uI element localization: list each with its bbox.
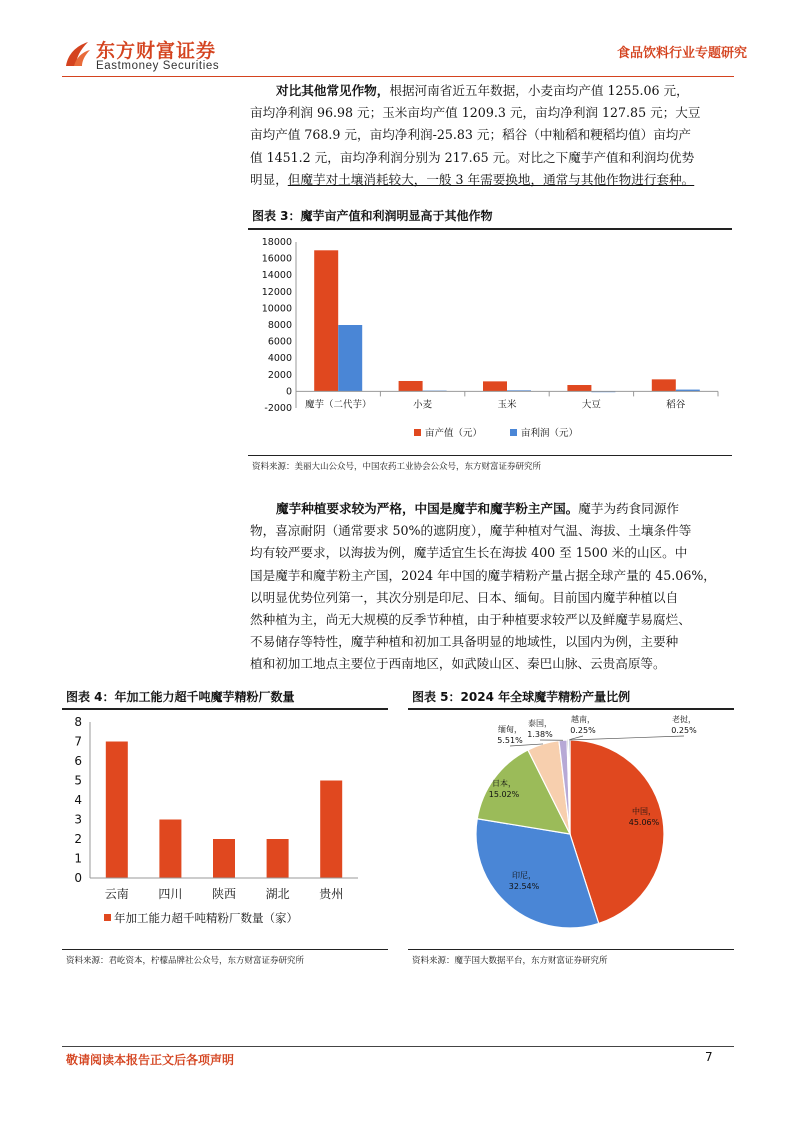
paragraph-line: 国是魔芋和魔芋粉主产国，2024 年中国的魔芋精粉产量占据全球产量的 45.06%， [250, 567, 716, 583]
slice-label-value: 0.25% [570, 726, 596, 735]
slice-label-value: 45.06% [628, 818, 660, 827]
x-tick-label: 四川 [158, 887, 183, 901]
paragraph-line: 根据河南省近五年数据，小麦亩均产值 1255.06 元， [389, 83, 689, 98]
bar-output [567, 385, 591, 391]
paragraph-crop-comparison [250, 80, 730, 191]
brand-name-en: Eastmoney Securities [96, 60, 220, 72]
x-tick-label: 小麦 [413, 399, 433, 411]
x-tick-label: 陕西 [211, 887, 237, 901]
bar-factory-count [106, 742, 128, 879]
slice-label-name: 老挝， [672, 715, 696, 724]
slice-label-name: 日本， [492, 779, 516, 788]
brand-logo [62, 34, 262, 76]
y-tick-label: 4000 [267, 353, 292, 365]
paragraph-line: 不易储存等特性，魔芋种植和初加工具备明显的地域性，以国内为例，主要种 [250, 634, 679, 650]
legend-label: 亩利润（元） [521, 428, 579, 439]
paragraph-lead: 对比其他常见作物， [276, 83, 390, 98]
slice-label-name: 印尼， [512, 871, 536, 880]
y-tick-label: 2000 [267, 369, 292, 381]
x-tick-label: 稻谷 [666, 399, 686, 411]
slice-label-name: 越南， [571, 715, 595, 724]
bar-factory-count [159, 820, 181, 879]
y-tick-label: 6 [74, 754, 82, 768]
legend-swatch [414, 429, 421, 436]
y-tick-label: 4 [74, 793, 82, 807]
leader-line [569, 736, 684, 740]
y-tick-label: 16000 [261, 253, 292, 265]
y-tick-label: 10000 [261, 303, 292, 315]
y-tick-label: 5 [74, 773, 82, 788]
bar-output [314, 250, 338, 391]
paragraph-konjac-planting [250, 498, 730, 676]
paragraph-line: 植和初加工地点主要位于西南地区，如武陵山区、秦巴山脉、云贵高原等。 [250, 656, 666, 672]
slice-label-value: 0.25% [671, 726, 697, 735]
paragraph-line: 以明显优势位列第一，其次分别是印尼、日本、缅甸。目前国内魔芋种植以自 [250, 589, 679, 605]
report-type: 食品饮料行业专题研究 [616, 46, 747, 61]
y-tick-label: 2 [74, 832, 82, 846]
x-tick-label: 贵州 [319, 887, 344, 901]
bar-profit [338, 325, 362, 391]
footer-disclaimer: 敬请阅读本报告正文后各项声明 [66, 1053, 235, 1067]
legend-label: 年加工能力超千吨精粉厂数量（家） [114, 911, 298, 925]
x-tick-label: 大豆 [581, 399, 601, 411]
y-tick-label: 0 [285, 386, 292, 398]
paragraph-line: 均有较严要求，以海拔为例，魔芋适宜生长在海拔 400 至 1500 米的山区。中 [250, 545, 688, 561]
y-tick-label: 18000 [261, 237, 292, 248]
fig4-bar-chart [62, 710, 388, 946]
slice-label-value: 5.51% [497, 736, 523, 745]
x-tick-label: 云南 [104, 887, 129, 901]
fig3-source: 资料来源：美丽大山公众号，中国农药工业协会公众号，东方财富证券研究所 [252, 462, 542, 472]
x-tick-label: 魔芋（二代芋） [304, 399, 372, 411]
slice-label-value: 15.02% [488, 790, 520, 799]
x-tick-label: 湖北 [265, 887, 290, 901]
bar-factory-count [267, 839, 289, 878]
slice-label-name: 中国， [632, 807, 656, 816]
legend-swatch [510, 429, 517, 436]
y-tick-label: -2000 [264, 403, 292, 414]
y-tick-label: 8000 [267, 320, 292, 331]
paragraph-lead: 魔芋种植要求较为严格，中国是魔芋和魔芋粉主产国。 [276, 501, 579, 516]
legend-swatch [104, 914, 111, 921]
paragraph-line: 物，喜凉耐阴（通常要求 50%的遮阴度），魔芋种植对气温、海拔、土壤条件等 [250, 523, 692, 539]
footer-rule [62, 1046, 734, 1047]
header-rule [62, 76, 734, 77]
paragraph-line: 亩均净利润 96.98 元；玉米亩均产值 1209.3 元，亩均净利润 127.85 元；大豆 [250, 105, 701, 121]
fig4-title: 图表 4：年加工能力超千吨魔芋精粉厂数量 [66, 690, 295, 704]
fig3-bottom-rule [248, 455, 732, 456]
slice-label-value: 1.38% [527, 730, 553, 739]
slice-label-value: 32.54% [508, 882, 540, 891]
page-number: 7 [705, 1050, 713, 1064]
slice-label-name: 泰国， [528, 719, 552, 728]
y-tick-label: 6000 [267, 336, 292, 348]
bar-output [399, 381, 423, 391]
legend-label: 亩产值（元） [425, 428, 483, 439]
fig3-bar-chart [248, 230, 732, 452]
bar-output [483, 381, 507, 391]
fig4-bottom-rule [62, 949, 388, 950]
fig3-title: 图表 3：魔芋亩产值和利润明显高于其他作物 [252, 209, 493, 223]
fig5-bottom-rule [408, 949, 734, 950]
y-tick-label: 12000 [261, 286, 292, 298]
paragraph-underlined: 但魔芋对土壤消耗较大，一般 3 年需要换地，通常与其他作物进行套种。 [287, 171, 695, 187]
bar-factory-count [213, 839, 235, 878]
y-tick-label: 8 [74, 715, 82, 729]
fig4-source: 资料来源：君屹资本，柠檬品牌社公众号，东方财富证券研究所 [66, 956, 305, 966]
y-tick-label: 3 [74, 812, 82, 827]
bar-output [652, 379, 676, 391]
fig5-source: 资料来源：魔芋国大数据平台，东方财富证券研究所 [412, 956, 608, 966]
paragraph-line: 然种植为主，尚无大规模的反季节种植，由于种植要求较严以及鲜魔芋易腐烂、 [250, 612, 691, 628]
y-tick-label: 14000 [261, 270, 292, 282]
brand-name-cn: 东方财富证券 [96, 40, 217, 62]
paragraph-line: 亩均产值 768.9 元，亩均净利润-25.83 元；稻谷（中籼稻和粳稻均值）亩均产 [250, 127, 691, 143]
y-tick-label: 0 [74, 871, 82, 885]
y-tick-label: 7 [74, 734, 82, 749]
paragraph-line: 魔芋为药食同源作 [578, 501, 679, 516]
y-tick-label: 1 [74, 851, 82, 866]
fig5-pie-chart [408, 710, 734, 946]
paragraph-line: 值 1451.2 元，亩均净利润分别为 217.65 元。对比之下魔芋产值和利润均优势 [250, 149, 695, 165]
fig5-title: 图表 5：2024 年全球魔芋精粉产量比例 [412, 690, 631, 704]
bar-factory-count [320, 781, 342, 879]
slice-label-name: 缅甸， [498, 725, 522, 734]
paragraph-line: 明显， [250, 171, 288, 187]
x-tick-label: 玉米 [497, 399, 517, 411]
logo-mark-icon [62, 38, 92, 70]
